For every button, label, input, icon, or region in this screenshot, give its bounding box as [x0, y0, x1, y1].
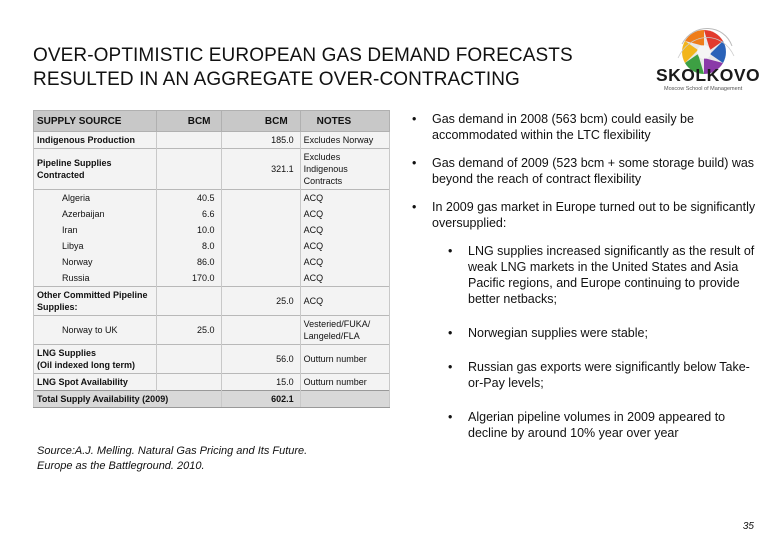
table-row: Algeria 40.5 ACQ: [34, 190, 390, 207]
row-notes: Excludes Indigenous Contracts: [300, 149, 389, 190]
sub-list-item: • Algerian pipeline volumes in 2009 appeared to decline by around 10% year over year: [448, 410, 726, 440]
table-row: [34, 132, 390, 149]
table-row: Other Committed Pipeline Supplies: 25.0 ACQ: [34, 287, 390, 316]
header-bcm-2: BCM: [221, 111, 300, 132]
title-line-2: RESULTED IN AN AGGREGATE OVER-CONTRACTING: [33, 69, 520, 90]
table-row: Iran 10.0 ACQ: [34, 222, 390, 238]
bullet-icon: •: [412, 200, 417, 214]
table-total-row: Total Supply Availability (2009) 602.1: [34, 391, 390, 408]
bullet-icon: •: [448, 410, 453, 424]
page-title: [33, 44, 633, 92]
bullet-icon: •: [448, 360, 453, 374]
bullet-list: [412, 111, 762, 452]
row-label: Other Committed Pipeline Supplies:: [34, 287, 157, 316]
row-notes: Excludes Norway: [300, 132, 389, 149]
bullet-icon: •: [448, 326, 453, 340]
table-row: Norway 86.0 ACQ: [34, 254, 390, 270]
bullet-icon: •: [412, 156, 417, 170]
supply-table: [33, 110, 390, 408]
title-line-1: OVER-OPTIMISTIC EUROPEAN GAS DEMAND FORECASTS: [33, 45, 573, 66]
table-row: LNG Supplies (Oil indexed long term) 56.0 Outturn number: [34, 345, 390, 374]
page-number: 35: [742, 521, 754, 532]
table-row: Norway to UK 25.0 Vesteried/FUKA/ Langeled/FLA: [34, 316, 390, 345]
logo-name: SKOLKOVO: [656, 65, 761, 85]
list-item: • In 2009 gas market in Europe turned out to be significantly oversupplied:: [412, 200, 756, 230]
row-label: Pipeline Supplies Contracted: [34, 149, 157, 190]
table-row: LNG Spot Availability 15.0 Outturn number: [34, 374, 390, 391]
source-citation: Source:A.J. Melling. Natural Gas Pricing and Its Future. Europe as the Battleground. 2010.: [37, 445, 308, 472]
bullet-icon: •: [448, 244, 453, 258]
row-label: Indigenous Production: [34, 132, 157, 149]
header-supply-source: SUPPLY SOURCE: [34, 111, 157, 132]
table-row: Libya 8.0 ACQ: [34, 238, 390, 254]
table-row: Azerbaijan 6.6 ACQ: [34, 206, 390, 222]
bullet-icon: •: [412, 112, 417, 126]
list-item: • Gas demand in 2008 (563 bcm) could easily be accommodated within the LTC flexibility: [412, 112, 694, 142]
sub-list-item: • Russian gas exports were significantly below Take-or-Pay levels;: [448, 360, 750, 390]
sub-list-item: • LNG supplies increased significantly as the result of weak LNG markets in the United States and Asia Pacific regions, and Europe continuing to provide better netbacks;: [448, 244, 755, 306]
header-bcm-1: BCM: [156, 111, 221, 132]
row-bcm-total: 321.1: [221, 149, 300, 190]
logo-tagline: Moscow School of Management: [664, 86, 743, 92]
list-item: • Gas demand of 2009 (523 bcm + some storage build) was beyond the reach of contract flexibility: [412, 156, 755, 186]
header-notes: NOTES: [300, 111, 389, 132]
row-bcm-total: 185.0: [221, 132, 300, 149]
table-row: Russia 170.0 ACQ: [34, 270, 390, 287]
table-header-row: [34, 111, 390, 132]
table-row: [34, 149, 390, 190]
sub-list-item: • Norwegian supplies were stable;: [448, 326, 648, 340]
